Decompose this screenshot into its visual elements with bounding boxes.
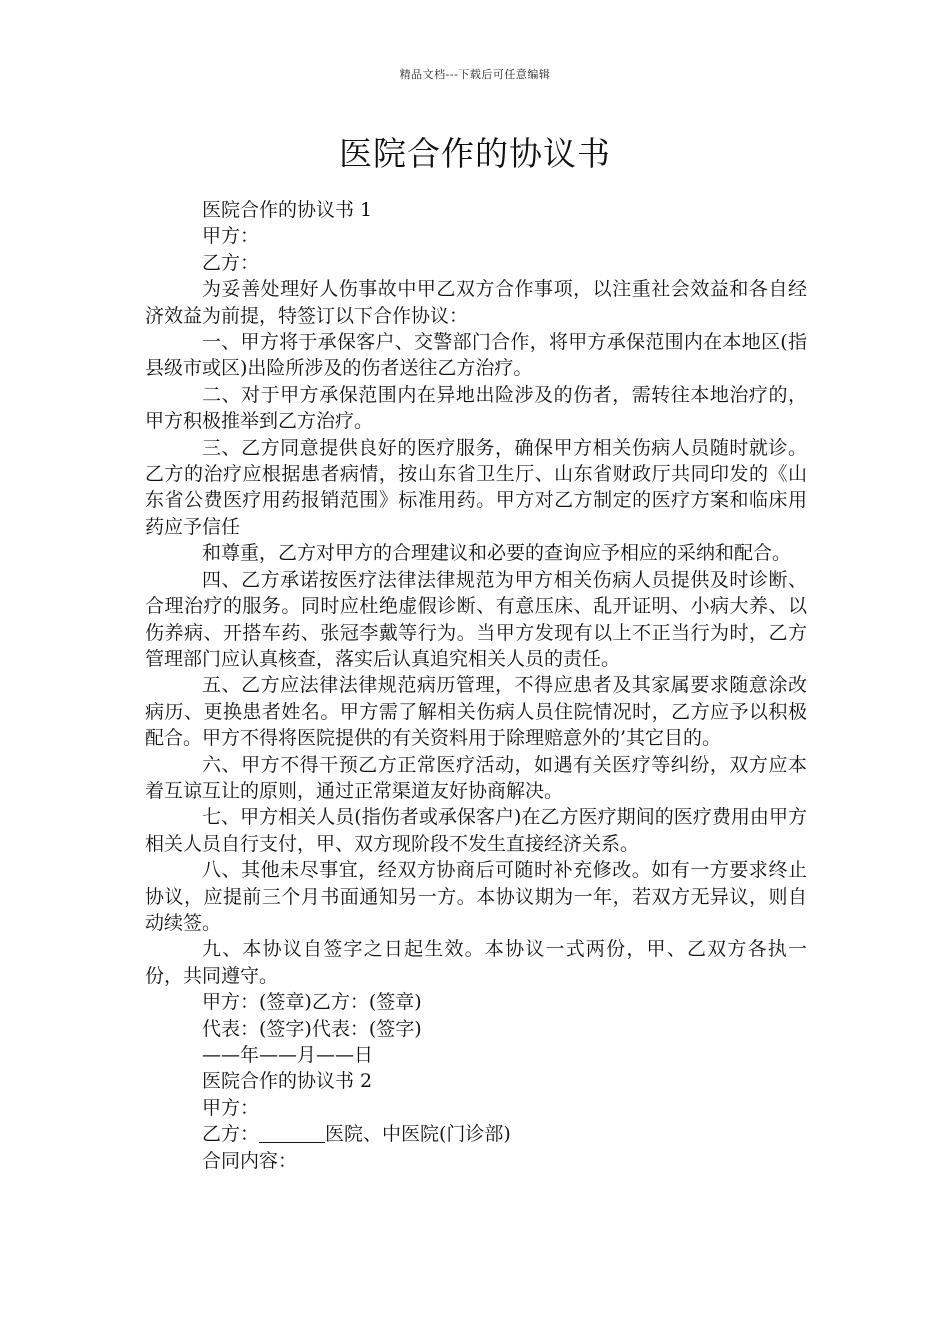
clause-2: 二、对于甲方承保范围内在异地出险涉及的伤者，需转往本地治疗的，甲方积极推举到乙方治疗。 (145, 383, 807, 433)
clause-8: 八、其他未尽事宜，经双方协商后可随时补充修改。如有一方要求终止协议，应提前三个月书面通知另一方。本协议期为一年，若双方无异议，则自动续签。 (145, 859, 807, 934)
date-line: ——年——月——日 (202, 1044, 374, 1066)
signature-seal-line: 甲方：(签章)乙方：(签章) (202, 991, 422, 1014)
clause-3-continuation: 和尊重，乙方对甲方的合理建议和必要的查询应予相应的采纳和配合。 (202, 542, 792, 565)
section-1-heading: 医院合作的协议书 1 (202, 199, 373, 221)
clause-7: 七、甲方相关人员(指伤者或承保客户)在乙方医疗期间的医疗费用由甲方相关人员自行支付，甲、双方现阶段不发生直接经济关系。 (145, 806, 807, 855)
clause-6: 六、甲方不得干预乙方正常医疗活动，如遇有关医疗等纠纷，双方应本着互谅互让的原则，通过正常渠道友好协商解决。 (145, 753, 807, 802)
clause-3: 三、乙方同意提供良好的医疗服务，确保甲方相关伤病人员随时就诊。乙方的治疗应根据患者病情，按山东省卫生厅、山东省财政厅共同印发的《山东省公费医疗用药报销范围》标准用药。甲方对乙方制定的医疗方案和临床用药应予信任 (145, 436, 807, 538)
section-2-contract-label: 合同内容： (202, 1149, 298, 1172)
section-2-heading: 医院合作的协议书 2 (202, 1070, 373, 1093)
party-a-label: 甲方： (202, 225, 260, 248)
clause-5: 五、乙方应法律法律规范病历管理，不得应患者及其家属要求随意涂改病历、更换患者姓名。甲方需了解相关伤病人员住院情况时，乙方应予以积极配合。甲方不得将医院提供的有关资料用于除理赔意外的’其它目的。 (145, 674, 807, 750)
party-b-label: 乙方： (202, 251, 260, 274)
clause-4: 四、乙方承诺按医疗法律法律规范为甲方相关伤病人员提供及时诊断、合理治疗的服务。同时应杜绝虚假诊断、有意压床、乱开证明、小病大养、以伤养病、开搭车药、张冠李戴等行为。当甲方发现有以上不正当行为时，乙方管理部门应认真核查，落实后认真追究相关人员的责任。 (145, 568, 807, 670)
clause-9: 九、本协议自签字之日起生效。本协议一式两份，甲、乙双方各执一份，共同遵守。 (145, 938, 807, 987)
signature-representative-line: 代表：(签字)代表：(签字) (202, 1017, 422, 1040)
fill-in-blank (259, 1124, 325, 1143)
section-2-party-b (145, 1121, 807, 1147)
section-2-party-b-suffix: 医院、中医院(门诊部) (325, 1123, 511, 1146)
section-2-party-a: 甲方： (202, 1096, 260, 1119)
section-2-party-b-prefix: 乙方： (202, 1123, 260, 1146)
intro-paragraph: 为妥善处理好人伤事故中甲乙双方合作事项，以注重社会效益和各自经济效益为前提，特签订以下合作协议： (145, 278, 807, 327)
document-body (145, 197, 807, 1174)
document-title: 医院合作的协议书 (339, 134, 611, 173)
clause-1: 一、甲方将于承保客户、交警部门合作，将甲方承保范围内在本地区(指县级市或区)出险所涉及的伤者送往乙方治疗。 (145, 331, 807, 380)
header-note: 精品文档---下载后可任意编辑 (399, 68, 551, 81)
